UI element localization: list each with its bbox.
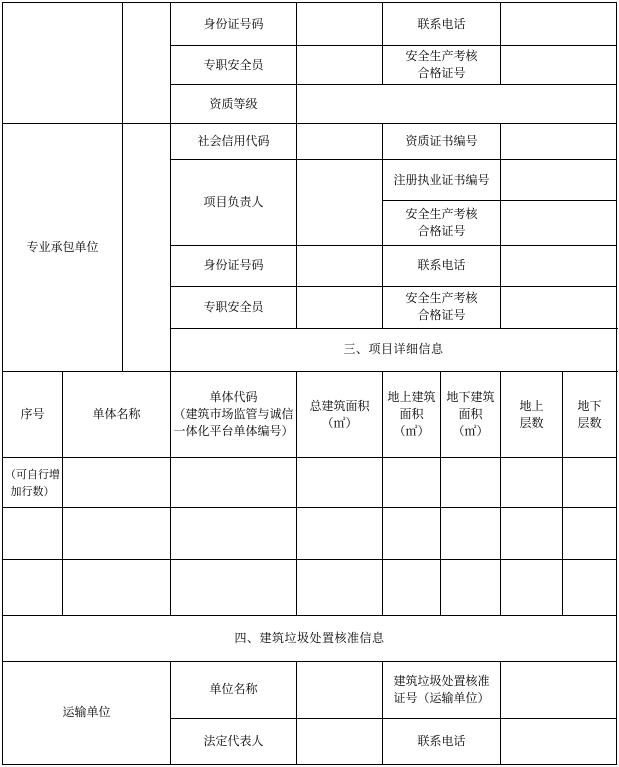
safety-cert-label: 安全生产考核 合格证号: [383, 46, 501, 85]
id-number-value[interactable]: [297, 3, 383, 46]
col-header-below-area: 地下建筑面积 （㎡）: [441, 371, 501, 457]
unit-name-cell[interactable]: [63, 458, 171, 508]
below-area-cell[interactable]: [441, 560, 501, 615]
safety-officer-label: 专职安全员: [171, 286, 297, 328]
unit-code-cell[interactable]: [171, 458, 297, 508]
id-number-label: 身份证号码: [171, 3, 297, 46]
form-row: [3, 3, 617, 46]
seq-cell[interactable]: [3, 560, 63, 615]
id-number-label: 身份证号码: [171, 245, 297, 286]
disposal-cert-value[interactable]: [501, 661, 617, 718]
col-header-seq: 序号: [3, 371, 63, 457]
detail-row: [3, 560, 617, 615]
seq-cell[interactable]: [3, 508, 63, 560]
above-floors-cell[interactable]: [501, 508, 563, 560]
below-floors-cell[interactable]: [563, 458, 617, 508]
qualification-label: 资质等级: [171, 85, 297, 124]
form-row: [3, 661, 617, 718]
detail-row: [3, 458, 617, 508]
above-area-cell[interactable]: [383, 458, 441, 508]
safety-officer-label: 专职安全员: [171, 46, 297, 85]
lead-safety-cert-value[interactable]: [501, 201, 617, 245]
id-number-value[interactable]: [297, 245, 383, 286]
legal-rep-label: 法定代表人: [171, 718, 297, 764]
unit-name-cell[interactable]: [63, 508, 171, 560]
unit-name-cell-blank: [3, 3, 123, 124]
credit-code-value[interactable]: [297, 124, 383, 160]
safety-officer-value[interactable]: [297, 46, 383, 85]
below-floors-cell[interactable]: [563, 508, 617, 560]
detail-header-row: [3, 371, 617, 457]
unit-sub-cell-blank: [123, 3, 171, 124]
row-add-note: （可自行增加行数）: [3, 458, 63, 508]
detail-row: [3, 508, 617, 560]
above-floors-cell[interactable]: [501, 560, 563, 615]
section-3-title: 三、项目详细信息: [171, 328, 617, 371]
project-lead-value[interactable]: [297, 160, 383, 245]
col-header-unit-code: 单体代码 （建筑市场监管与诚信一体化平台单体编号）: [171, 371, 297, 457]
form-row: [3, 124, 617, 160]
subcontractor-label: 专业承包单位: [3, 124, 123, 372]
lead-safety-cert-label: 安全生产考核 合格证号: [383, 201, 501, 245]
safety-cert-value[interactable]: [501, 46, 617, 85]
contact-phone-label: 联系电话: [383, 245, 501, 286]
col-header-below-floors: 地下 层数: [563, 371, 617, 457]
safety-cert-value[interactable]: [501, 286, 617, 328]
above-area-cell[interactable]: [383, 508, 441, 560]
form-row: [3, 615, 617, 661]
section-4-title: 四、建筑垃圾处置核准信息: [3, 615, 617, 661]
contact-phone-value[interactable]: [501, 3, 617, 46]
below-area-cell[interactable]: [441, 458, 501, 508]
total-area-cell[interactable]: [297, 508, 383, 560]
project-lead-label: 项目负责人: [171, 160, 297, 245]
subcontractor-sub-cell-blank: [123, 124, 171, 372]
credit-code-label: 社会信用代码: [171, 124, 297, 160]
reg-cert-no-label: 注册执业证书编号: [383, 160, 501, 201]
contact-phone-value[interactable]: [501, 245, 617, 286]
above-floors-cell[interactable]: [501, 458, 563, 508]
unit-code-cell[interactable]: [171, 508, 297, 560]
below-floors-cell[interactable]: [563, 560, 617, 615]
qual-cert-no-value[interactable]: [501, 124, 617, 160]
below-area-cell[interactable]: [441, 508, 501, 560]
contact-phone-value[interactable]: [501, 718, 617, 764]
total-area-cell[interactable]: [297, 458, 383, 508]
safety-cert-label: 安全生产考核 合格证号: [383, 286, 501, 328]
col-header-above-area: 地上建筑面积 （㎡）: [383, 371, 441, 457]
above-area-cell[interactable]: [383, 560, 441, 615]
contact-phone-label: 联系电话: [383, 3, 501, 46]
unit-name-value[interactable]: [297, 661, 383, 718]
contact-phone-label: 联系电话: [383, 718, 501, 764]
total-area-cell[interactable]: [297, 560, 383, 615]
unit-name-label: 单位名称: [171, 661, 297, 718]
col-header-unit-name: 单体名称: [63, 371, 171, 457]
qualification-value[interactable]: [297, 85, 617, 124]
qual-cert-no-label: 资质证书编号: [383, 124, 501, 160]
unit-name-cell[interactable]: [63, 560, 171, 615]
transport-unit-label: 运输单位: [3, 661, 171, 764]
safety-officer-value[interactable]: [297, 286, 383, 328]
unit-code-cell[interactable]: [171, 560, 297, 615]
reg-cert-no-value[interactable]: [501, 160, 617, 201]
col-header-total-area: 总建筑面积 （㎡）: [297, 371, 383, 457]
col-header-above-floors: 地上 层数: [501, 371, 563, 457]
legal-rep-value[interactable]: [297, 718, 383, 764]
registration-form-table: [2, 2, 617, 765]
disposal-cert-label: 建筑垃圾处置核准 证号（运输单位）: [383, 661, 501, 718]
